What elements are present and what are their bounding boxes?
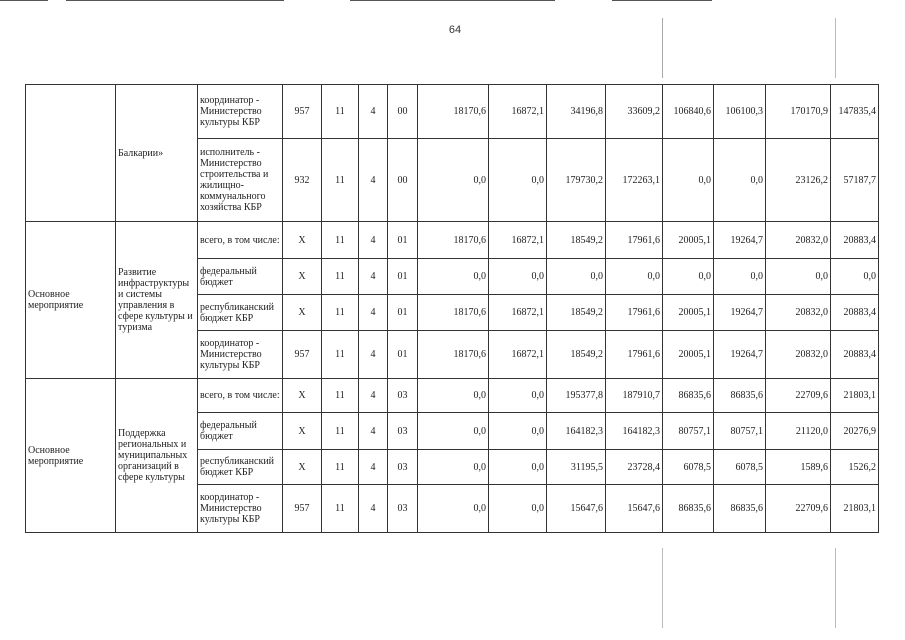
value-cell: 18170,6 <box>418 331 489 379</box>
measure-name-cell: Поддержка региональных и муниципальных организаций в сфере культуры <box>116 379 198 533</box>
table-row <box>26 379 879 413</box>
value-cell: 0,0 <box>714 139 766 222</box>
rz-cell: 11 <box>322 139 359 222</box>
value-cell: 0,0 <box>489 450 547 485</box>
value-cell: 0,0 <box>606 259 663 295</box>
grbs-cell: X <box>283 413 322 450</box>
grbs-cell: X <box>283 379 322 413</box>
rz-cell: 11 <box>322 259 359 295</box>
value-cell: 0,0 <box>489 413 547 450</box>
value-cell: 20832,0 <box>766 331 831 379</box>
executor-cell: исполнитель - Министерство строительства и жилищно-коммунального хозяйства КБР <box>198 139 283 222</box>
value-cell: 0,0 <box>714 259 766 295</box>
value-cell: 22709,6 <box>766 485 831 533</box>
value-cell: 18549,2 <box>547 222 606 259</box>
rz-cell: 11 <box>322 85 359 139</box>
value-cell: 17961,6 <box>606 222 663 259</box>
value-cell: 18170,6 <box>418 222 489 259</box>
value-cell: 6078,5 <box>714 450 766 485</box>
table-row <box>26 222 879 259</box>
value-cell: 0,0 <box>418 139 489 222</box>
value-cell: 33609,2 <box>606 85 663 139</box>
code-cell: 03 <box>388 485 418 533</box>
pr-cell: 4 <box>359 259 388 295</box>
pr-cell: 4 <box>359 413 388 450</box>
value-cell: 179730,2 <box>547 139 606 222</box>
rz-cell: 11 <box>322 222 359 259</box>
value-cell: 15647,6 <box>547 485 606 533</box>
table-row <box>26 85 879 139</box>
value-cell: 20883,4 <box>831 295 879 331</box>
value-cell: 86835,6 <box>663 485 714 533</box>
value-cell: 187910,7 <box>606 379 663 413</box>
pr-cell: 4 <box>359 331 388 379</box>
rz-cell: 11 <box>322 295 359 331</box>
pr-cell: 4 <box>359 139 388 222</box>
code-cell: 03 <box>388 379 418 413</box>
grbs-cell: 957 <box>283 485 322 533</box>
value-cell: 16872,1 <box>489 331 547 379</box>
scan-artifact-line <box>66 0 284 1</box>
value-cell: 86835,6 <box>714 379 766 413</box>
grbs-cell: X <box>283 450 322 485</box>
value-cell: 19264,7 <box>714 222 766 259</box>
value-cell: 34196,8 <box>547 85 606 139</box>
measure-name-cell: Развитие инфраструктуры и системы управления в сфере культуры и туризма <box>116 222 198 379</box>
value-cell: 21803,1 <box>831 379 879 413</box>
value-cell: 18549,2 <box>547 331 606 379</box>
value-cell: 0,0 <box>547 259 606 295</box>
scan-artifact-line <box>350 0 555 1</box>
value-cell: 22709,6 <box>766 379 831 413</box>
value-cell: 20883,4 <box>831 331 879 379</box>
code-cell: 01 <box>388 222 418 259</box>
pr-cell: 4 <box>359 222 388 259</box>
code-cell: 01 <box>388 295 418 331</box>
status-cell: Основное мероприятие <box>26 222 116 379</box>
value-cell: 0,0 <box>418 259 489 295</box>
value-cell: 0,0 <box>418 485 489 533</box>
rz-cell: 11 <box>322 485 359 533</box>
grbs-cell: X <box>283 222 322 259</box>
value-cell: 195377,8 <box>547 379 606 413</box>
scan-artifact-line <box>835 18 836 78</box>
value-cell: 0,0 <box>489 259 547 295</box>
status-cell <box>26 85 116 222</box>
value-cell: 20276,9 <box>831 413 879 450</box>
value-cell: 20832,0 <box>766 295 831 331</box>
value-cell: 20005,1 <box>663 331 714 379</box>
value-cell: 21803,1 <box>831 485 879 533</box>
pr-cell: 4 <box>359 85 388 139</box>
pr-cell: 4 <box>359 295 388 331</box>
value-cell: 31195,5 <box>547 450 606 485</box>
grbs-cell: X <box>283 259 322 295</box>
value-cell: 80757,1 <box>714 413 766 450</box>
scan-artifact-line <box>662 18 663 78</box>
code-cell: 01 <box>388 259 418 295</box>
value-cell: 0,0 <box>663 139 714 222</box>
executor-cell: координатор - Министерство культуры КБР <box>198 331 283 379</box>
value-cell: 0,0 <box>418 450 489 485</box>
status-cell: Основное мероприятие <box>26 379 116 533</box>
value-cell: 0,0 <box>489 379 547 413</box>
value-cell: 6078,5 <box>663 450 714 485</box>
grbs-cell: 932 <box>283 139 322 222</box>
value-cell: 0,0 <box>489 485 547 533</box>
value-cell: 57187,7 <box>831 139 879 222</box>
value-cell: 21120,0 <box>766 413 831 450</box>
code-cell: 00 <box>388 85 418 139</box>
executor-cell: всего, в том числе: <box>198 222 283 259</box>
rz-cell: 11 <box>322 379 359 413</box>
value-cell: 23728,4 <box>606 450 663 485</box>
value-cell: 16872,1 <box>489 295 547 331</box>
value-cell: 106840,6 <box>663 85 714 139</box>
value-cell: 1589,6 <box>766 450 831 485</box>
code-cell: 03 <box>388 450 418 485</box>
code-cell: 01 <box>388 331 418 379</box>
rz-cell: 11 <box>322 450 359 485</box>
page-number: 64 <box>448 24 462 36</box>
executor-cell: всего, в том числе: <box>198 379 283 413</box>
executor-cell: республиканский бюджет КБР <box>198 450 283 485</box>
value-cell: 19264,7 <box>714 331 766 379</box>
value-cell: 147835,4 <box>831 85 879 139</box>
value-cell: 1526,2 <box>831 450 879 485</box>
value-cell: 80757,1 <box>663 413 714 450</box>
scan-artifact-line <box>612 0 712 1</box>
value-cell: 0,0 <box>489 139 547 222</box>
value-cell: 164182,3 <box>606 413 663 450</box>
pr-cell: 4 <box>359 485 388 533</box>
pr-cell: 4 <box>359 450 388 485</box>
value-cell: 18549,2 <box>547 295 606 331</box>
value-cell: 16872,1 <box>489 85 547 139</box>
scan-artifact-line <box>0 0 48 1</box>
value-cell: 17961,6 <box>606 331 663 379</box>
executor-cell: федеральный бюджет <box>198 413 283 450</box>
value-cell: 18170,6 <box>418 295 489 331</box>
rz-cell: 11 <box>322 331 359 379</box>
value-cell: 0,0 <box>663 259 714 295</box>
grbs-cell: 957 <box>283 85 322 139</box>
value-cell: 0,0 <box>418 413 489 450</box>
value-cell: 19264,7 <box>714 295 766 331</box>
value-cell: 15647,6 <box>606 485 663 533</box>
value-cell: 0,0 <box>831 259 879 295</box>
code-cell: 03 <box>388 413 418 450</box>
value-cell: 16872,1 <box>489 222 547 259</box>
grbs-cell: X <box>283 295 322 331</box>
rz-cell: 11 <box>322 413 359 450</box>
value-cell: 20832,0 <box>766 222 831 259</box>
grbs-cell: 957 <box>283 331 322 379</box>
scan-artifact-line <box>835 548 836 628</box>
value-cell: 17961,6 <box>606 295 663 331</box>
value-cell: 170170,9 <box>766 85 831 139</box>
executor-cell: координатор - Министерство культуры КБР <box>198 85 283 139</box>
scan-artifact-line <box>662 548 663 628</box>
value-cell: 172263,1 <box>606 139 663 222</box>
budget-table <box>25 84 879 533</box>
measure-name-cell: Балкарии» <box>116 85 198 222</box>
value-cell: 86835,6 <box>714 485 766 533</box>
executor-cell: федеральный бюджет <box>198 259 283 295</box>
value-cell: 18170,6 <box>418 85 489 139</box>
value-cell: 0,0 <box>766 259 831 295</box>
value-cell: 86835,6 <box>663 379 714 413</box>
pr-cell: 4 <box>359 379 388 413</box>
executor-cell: координатор - Министерство культуры КБР <box>198 485 283 533</box>
value-cell: 106100,3 <box>714 85 766 139</box>
code-cell: 00 <box>388 139 418 222</box>
value-cell: 164182,3 <box>547 413 606 450</box>
value-cell: 23126,2 <box>766 139 831 222</box>
value-cell: 20005,1 <box>663 222 714 259</box>
executor-cell: республиканский бюджет КБР <box>198 295 283 331</box>
value-cell: 20883,4 <box>831 222 879 259</box>
value-cell: 0,0 <box>418 379 489 413</box>
value-cell: 20005,1 <box>663 295 714 331</box>
